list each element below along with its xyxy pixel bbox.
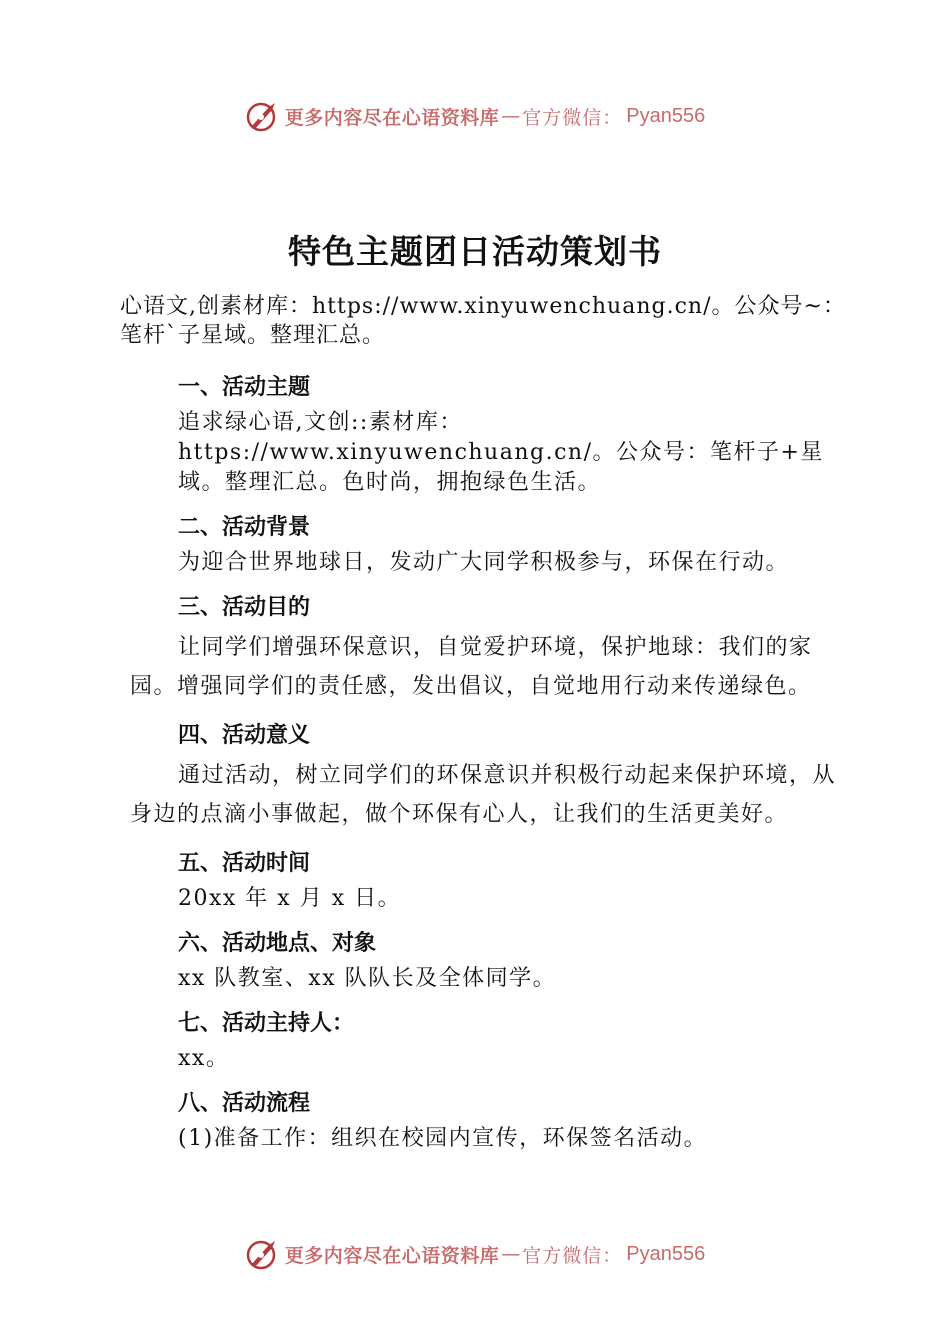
banner-wechat-label: 官方微信： [522,106,623,129]
document-body [130,368,850,1154]
banner-wechat-id: Pyan556 [626,1242,706,1265]
banner-wechat-id: Pyan556 [626,104,706,127]
section-body: (1)准备工作：组织在校园内宣传，环保签名活动。 [178,1126,708,1151]
section-heading: 五、活动时间 [178,851,311,876]
section-body: 通过活动，树立同学们的环保意识并积极行动起来保护环境，从身边的点滴小事做起，做个环保有心人，让我们的生活更美好。 [130,763,837,827]
section-body: 让同学们增强环保意识，自觉爱护环境，保护地球：我们的家园。增强同学们的责任感，发出倡议，自觉地用行动来传递绿色。 [130,635,813,699]
banner-text: 更多内容尽在心语资料库 [284,106,500,129]
intro-paragraph: 心语文,创素材库：https://www.xinyuwenchuang.cn/。公众号~：笔杆`子星域。整理汇总。 [120,294,846,348]
pen-logo-icon [245,1237,279,1271]
banner-separator: — [501,1243,521,1265]
footer-banner [0,1232,950,1276]
header-banner [0,94,950,138]
section-body: xx 队教室、xx 队队长及全体同学。 [178,966,557,991]
banner-separator: — [501,105,521,127]
section-heading: 八、活动流程 [178,1091,311,1116]
document-title: 特色主题团日活动策划书 [288,232,662,271]
section-heading: 二、活动背景 [178,515,311,540]
section-body: 为迎合世界地球日，发动广大同学积极参与，环保在行动。 [178,550,790,575]
pen-logo-icon [245,99,279,133]
section-body: 20xx 年 x 月 x 日。 [178,886,402,911]
section-body: 追求绿心语,文创::素材库：https://www.xinyuwenchuang.cn/。公众号：笔杆子+星域。整理汇总。色时尚，拥抱绿色生活。 [178,410,824,495]
section-body: xx。 [178,1046,230,1071]
section-heading: 四、活动意义 [178,723,311,748]
section-heading: 七、活动主持人： [178,1011,355,1036]
section-heading: 三、活动目的 [178,595,311,620]
banner-text: 更多内容尽在心语资料库 [284,1244,500,1267]
section-heading: 一、活动主题 [178,375,311,400]
banner-wechat-label: 官方微信： [522,1244,623,1267]
section-heading: 六、活动地点、对象 [178,931,377,956]
